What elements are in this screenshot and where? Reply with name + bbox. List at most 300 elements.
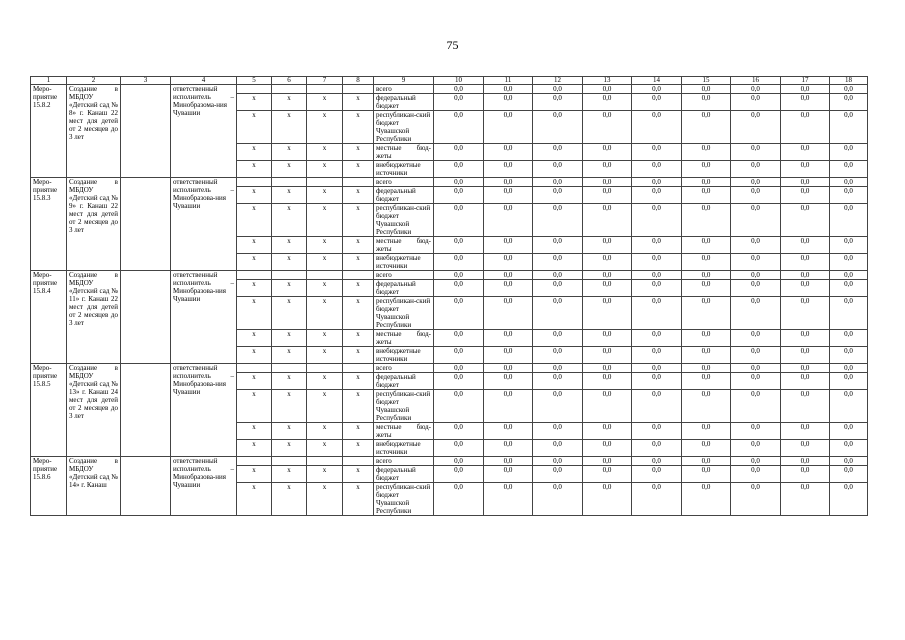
- amount-cell: 0,0: [533, 94, 583, 111]
- amount-cell: 0,0: [583, 161, 632, 178]
- amount-cell: 0,0: [484, 347, 533, 364]
- amount-cell: 0,0: [533, 466, 583, 483]
- amount-cell: 0,0: [731, 423, 781, 440]
- amount-cell: 0,0: [434, 457, 484, 466]
- amount-cell: 0,0: [583, 364, 632, 373]
- amount-cell: 0,0: [830, 187, 868, 204]
- amount-cell: 0,0: [533, 204, 583, 237]
- amount-cell: 0,0: [632, 94, 682, 111]
- code-cell: x: [343, 187, 374, 204]
- amount-cell: 0,0: [533, 144, 583, 161]
- amount-cell: 0,0: [583, 237, 632, 254]
- amount-cell: 0,0: [830, 390, 868, 423]
- amount-cell: 0,0: [682, 94, 731, 111]
- amount-cell: 0,0: [434, 178, 484, 187]
- amount-cell: 0,0: [731, 237, 781, 254]
- amount-cell: 0,0: [583, 144, 632, 161]
- code-cell: [272, 85, 307, 94]
- amount-cell: 0,0: [731, 440, 781, 457]
- code-cell: x: [343, 483, 374, 516]
- column-header: 18: [830, 77, 868, 85]
- code-cell: x: [307, 390, 343, 423]
- amount-cell: 0,0: [830, 85, 868, 94]
- code-cell: x: [343, 440, 374, 457]
- code-cell: x: [307, 254, 343, 271]
- column-header: 11: [484, 77, 533, 85]
- measure-name: Создание в МБДОУ «Детский сад № 9» г. Канаш 22 мест для детей от 2 месяцев до 3 лет: [67, 178, 121, 271]
- amount-cell: 0,0: [484, 483, 533, 516]
- amount-cell: 0,0: [731, 204, 781, 237]
- amount-cell: 0,0: [781, 144, 830, 161]
- measure-id: Меро-приятие 15.8.3: [31, 178, 67, 271]
- amount-cell: 0,0: [434, 280, 484, 297]
- code-cell: x: [307, 204, 343, 237]
- code-cell: x: [237, 237, 272, 254]
- amount-cell: 0,0: [781, 297, 830, 330]
- amount-cell: 0,0: [484, 94, 533, 111]
- amount-cell: 0,0: [583, 330, 632, 347]
- amount-cell: 0,0: [434, 364, 484, 373]
- amount-cell: 0,0: [632, 254, 682, 271]
- amount-cell: 0,0: [434, 271, 484, 280]
- column-header: 14: [632, 77, 682, 85]
- column-header: 12: [533, 77, 583, 85]
- amount-cell: 0,0: [731, 280, 781, 297]
- responsible-executor: ответственный исполнитель – Минобразова-ния Чувашии: [171, 364, 237, 457]
- code-cell: x: [237, 330, 272, 347]
- amount-cell: 0,0: [632, 178, 682, 187]
- amount-cell: 0,0: [682, 440, 731, 457]
- amount-cell: 0,0: [830, 94, 868, 111]
- amount-cell: 0,0: [781, 440, 830, 457]
- code-cell: [343, 364, 374, 373]
- amount-cell: 0,0: [434, 373, 484, 390]
- code-cell: x: [237, 483, 272, 516]
- amount-cell: 0,0: [533, 440, 583, 457]
- column-3-empty: [121, 271, 171, 364]
- amount-cell: 0,0: [533, 330, 583, 347]
- column-3-empty: [121, 85, 171, 178]
- amount-cell: 0,0: [731, 85, 781, 94]
- amount-cell: 0,0: [830, 347, 868, 364]
- code-cell: x: [237, 280, 272, 297]
- measure-id: Меро-приятие 15.8.6: [31, 457, 67, 516]
- amount-cell: 0,0: [781, 280, 830, 297]
- amount-cell: 0,0: [682, 423, 731, 440]
- amount-cell: 0,0: [583, 390, 632, 423]
- amount-cell: 0,0: [632, 347, 682, 364]
- code-cell: [307, 271, 343, 280]
- funding-source: всего: [374, 85, 434, 94]
- amount-cell: 0,0: [533, 347, 583, 364]
- amount-cell: 0,0: [533, 297, 583, 330]
- code-cell: x: [272, 297, 307, 330]
- code-cell: x: [237, 187, 272, 204]
- column-header: 15: [682, 77, 731, 85]
- amount-cell: 0,0: [830, 271, 868, 280]
- column-3-empty: [121, 178, 171, 271]
- amount-cell: 0,0: [434, 85, 484, 94]
- code-cell: x: [272, 254, 307, 271]
- measure-id: Меро-приятие 15.8.4: [31, 271, 67, 364]
- amount-cell: 0,0: [682, 297, 731, 330]
- code-cell: x: [307, 111, 343, 144]
- code-cell: x: [237, 297, 272, 330]
- amount-cell: 0,0: [533, 85, 583, 94]
- code-cell: x: [272, 483, 307, 516]
- funding-source: федеральный бюджет: [374, 373, 434, 390]
- code-cell: x: [237, 440, 272, 457]
- amount-cell: 0,0: [682, 483, 731, 516]
- code-cell: x: [237, 254, 272, 271]
- code-cell: x: [343, 330, 374, 347]
- code-cell: x: [307, 330, 343, 347]
- code-cell: x: [272, 440, 307, 457]
- code-cell: x: [272, 373, 307, 390]
- amount-cell: 0,0: [632, 390, 682, 423]
- amount-cell: 0,0: [434, 347, 484, 364]
- funding-source: федеральный бюджет: [374, 280, 434, 297]
- amount-cell: 0,0: [434, 330, 484, 347]
- amount-cell: 0,0: [632, 483, 682, 516]
- amount-cell: 0,0: [533, 271, 583, 280]
- funding-source: местные бюд-жеты: [374, 144, 434, 161]
- amount-cell: 0,0: [434, 161, 484, 178]
- amount-cell: 0,0: [731, 347, 781, 364]
- funding-source: всего: [374, 178, 434, 187]
- code-cell: [272, 178, 307, 187]
- amount-cell: 0,0: [682, 330, 731, 347]
- code-cell: [343, 457, 374, 466]
- code-cell: x: [272, 94, 307, 111]
- amount-cell: 0,0: [484, 297, 533, 330]
- amount-cell: 0,0: [830, 237, 868, 254]
- code-cell: x: [272, 144, 307, 161]
- code-cell: x: [307, 373, 343, 390]
- amount-cell: 0,0: [533, 187, 583, 204]
- amount-cell: 0,0: [434, 187, 484, 204]
- code-cell: x: [343, 161, 374, 178]
- code-cell: x: [307, 483, 343, 516]
- amount-cell: 0,0: [830, 373, 868, 390]
- code-cell: x: [307, 280, 343, 297]
- amount-cell: 0,0: [632, 364, 682, 373]
- funding-source: всего: [374, 364, 434, 373]
- amount-cell: 0,0: [632, 187, 682, 204]
- amount-cell: 0,0: [682, 178, 731, 187]
- amount-cell: 0,0: [583, 466, 632, 483]
- amount-cell: 0,0: [682, 280, 731, 297]
- amount-cell: 0,0: [533, 457, 583, 466]
- funding-source: республикан-ский бюджет Чувашской Республики: [374, 204, 434, 237]
- amount-cell: 0,0: [533, 364, 583, 373]
- code-cell: x: [237, 94, 272, 111]
- amount-cell: 0,0: [781, 204, 830, 237]
- amount-cell: 0,0: [682, 364, 731, 373]
- amount-cell: 0,0: [731, 111, 781, 144]
- amount-cell: 0,0: [632, 440, 682, 457]
- code-cell: [343, 85, 374, 94]
- code-cell: x: [237, 466, 272, 483]
- amount-cell: 0,0: [781, 390, 830, 423]
- column-header: 17: [781, 77, 830, 85]
- amount-cell: 0,0: [781, 347, 830, 364]
- measure-id: Меро-приятие 15.8.5: [31, 364, 67, 457]
- column-header: 3: [121, 77, 171, 85]
- amount-cell: 0,0: [781, 254, 830, 271]
- amount-cell: 0,0: [484, 187, 533, 204]
- column-header: 2: [67, 77, 121, 85]
- code-cell: [237, 271, 272, 280]
- table-row: [31, 85, 868, 94]
- table-row: [31, 178, 868, 187]
- amount-cell: 0,0: [731, 330, 781, 347]
- amount-cell: 0,0: [484, 373, 533, 390]
- amount-cell: 0,0: [682, 390, 731, 423]
- amount-cell: 0,0: [731, 483, 781, 516]
- funding-source: республикан-ский бюджет Чувашской Республики: [374, 483, 434, 516]
- amount-cell: 0,0: [682, 373, 731, 390]
- amount-cell: 0,0: [731, 373, 781, 390]
- code-cell: [272, 364, 307, 373]
- amount-cell: 0,0: [484, 204, 533, 237]
- amount-cell: 0,0: [484, 440, 533, 457]
- amount-cell: 0,0: [632, 466, 682, 483]
- amount-cell: 0,0: [731, 94, 781, 111]
- amount-cell: 0,0: [830, 178, 868, 187]
- amount-cell: 0,0: [484, 280, 533, 297]
- code-cell: [307, 364, 343, 373]
- amount-cell: 0,0: [484, 457, 533, 466]
- funding-source: федеральный бюджет: [374, 187, 434, 204]
- amount-cell: 0,0: [682, 85, 731, 94]
- amount-cell: 0,0: [682, 144, 731, 161]
- code-cell: x: [272, 347, 307, 364]
- amount-cell: 0,0: [484, 423, 533, 440]
- amount-cell: 0,0: [533, 423, 583, 440]
- code-cell: x: [272, 280, 307, 297]
- column-header: 9: [374, 77, 434, 85]
- amount-cell: 0,0: [632, 297, 682, 330]
- page-number: 75: [446, 38, 459, 52]
- measure-name: Создание в МБДОУ «Детский сад № 11» г. Канаш 22 мест для детей от 2 месяцев до 3 лет: [67, 271, 121, 364]
- amount-cell: 0,0: [434, 204, 484, 237]
- amount-cell: 0,0: [533, 373, 583, 390]
- amount-cell: 0,0: [484, 364, 533, 373]
- column-header: 6: [272, 77, 307, 85]
- code-cell: [307, 85, 343, 94]
- code-cell: x: [237, 204, 272, 237]
- amount-cell: 0,0: [781, 457, 830, 466]
- amount-cell: 0,0: [583, 457, 632, 466]
- amount-cell: 0,0: [781, 271, 830, 280]
- amount-cell: 0,0: [632, 330, 682, 347]
- amount-cell: 0,0: [434, 483, 484, 516]
- amount-cell: 0,0: [484, 271, 533, 280]
- amount-cell: 0,0: [830, 161, 868, 178]
- code-cell: x: [272, 423, 307, 440]
- responsible-executor: ответственный исполнитель – Минобразова-ния Чувашии: [171, 271, 237, 364]
- amount-cell: 0,0: [632, 85, 682, 94]
- code-cell: x: [237, 161, 272, 178]
- amount-cell: 0,0: [781, 111, 830, 144]
- amount-cell: 0,0: [533, 254, 583, 271]
- amount-cell: 0,0: [484, 254, 533, 271]
- funding-source: местные бюд-жеты: [374, 423, 434, 440]
- amount-cell: 0,0: [434, 111, 484, 144]
- amount-cell: 0,0: [830, 297, 868, 330]
- amount-cell: 0,0: [731, 390, 781, 423]
- amount-cell: 0,0: [484, 144, 533, 161]
- column-header: 4: [171, 77, 237, 85]
- column-3-empty: [121, 364, 171, 457]
- column-header: 13: [583, 77, 632, 85]
- amount-cell: 0,0: [682, 457, 731, 466]
- code-cell: [237, 457, 272, 466]
- amount-cell: 0,0: [583, 178, 632, 187]
- table-row: [31, 271, 868, 280]
- code-cell: x: [237, 373, 272, 390]
- code-cell: x: [237, 144, 272, 161]
- code-cell: x: [272, 330, 307, 347]
- amount-cell: 0,0: [583, 204, 632, 237]
- amount-cell: 0,0: [533, 161, 583, 178]
- amount-cell: 0,0: [533, 111, 583, 144]
- code-cell: x: [307, 440, 343, 457]
- responsible-executor: ответственный исполнитель – Минобразова-ния Чувашии: [171, 178, 237, 271]
- amount-cell: 0,0: [484, 390, 533, 423]
- amount-cell: 0,0: [830, 423, 868, 440]
- amount-cell: 0,0: [632, 423, 682, 440]
- amount-cell: 0,0: [682, 161, 731, 178]
- measure-name: Создание в МБДОУ «Детский сад № 14» г. Канаш: [67, 457, 121, 516]
- code-cell: x: [272, 111, 307, 144]
- amount-cell: 0,0: [632, 457, 682, 466]
- amount-cell: 0,0: [731, 254, 781, 271]
- funding-source: местные бюд-жеты: [374, 330, 434, 347]
- column-header: 8: [343, 77, 374, 85]
- amount-cell: 0,0: [583, 85, 632, 94]
- funding-source: внебюджетные источники: [374, 347, 434, 364]
- amount-cell: 0,0: [781, 483, 830, 516]
- amount-cell: 0,0: [731, 178, 781, 187]
- amount-cell: 0,0: [830, 204, 868, 237]
- code-cell: x: [307, 144, 343, 161]
- code-cell: x: [343, 297, 374, 330]
- code-cell: x: [343, 237, 374, 254]
- code-cell: x: [272, 466, 307, 483]
- amount-cell: 0,0: [731, 364, 781, 373]
- code-cell: x: [272, 161, 307, 178]
- amount-cell: 0,0: [830, 440, 868, 457]
- amount-cell: 0,0: [632, 271, 682, 280]
- amount-cell: 0,0: [731, 161, 781, 178]
- amount-cell: 0,0: [434, 297, 484, 330]
- amount-cell: 0,0: [781, 373, 830, 390]
- amount-cell: 0,0: [583, 373, 632, 390]
- amount-cell: 0,0: [484, 161, 533, 178]
- amount-cell: 0,0: [632, 111, 682, 144]
- amount-cell: 0,0: [781, 237, 830, 254]
- amount-cell: 0,0: [781, 161, 830, 178]
- measure-name: Создание в МБДОУ «Детский сад № 13» г. Канаш 24 мест для детей от 2 месяцев до 3 лет: [67, 364, 121, 457]
- amount-cell: 0,0: [731, 297, 781, 330]
- funding-source: республикан-ский бюджет Чувашской Республики: [374, 390, 434, 423]
- funding-source: республикан-ский бюджет Чувашской Республики: [374, 111, 434, 144]
- funding-source: внебюджетные источники: [374, 161, 434, 178]
- amount-cell: 0,0: [632, 161, 682, 178]
- measure-id: Меро-приятие 15.8.2: [31, 85, 67, 178]
- amount-cell: 0,0: [731, 466, 781, 483]
- code-cell: x: [272, 204, 307, 237]
- amount-cell: 0,0: [682, 187, 731, 204]
- code-cell: x: [307, 297, 343, 330]
- amount-cell: 0,0: [781, 85, 830, 94]
- amount-cell: 0,0: [583, 280, 632, 297]
- amount-cell: 0,0: [583, 271, 632, 280]
- amount-cell: 0,0: [434, 94, 484, 111]
- amount-cell: 0,0: [781, 187, 830, 204]
- code-cell: x: [307, 466, 343, 483]
- column-header: 7: [307, 77, 343, 85]
- amount-cell: 0,0: [533, 390, 583, 423]
- amount-cell: 0,0: [583, 94, 632, 111]
- amount-cell: 0,0: [781, 466, 830, 483]
- code-cell: [272, 457, 307, 466]
- amount-cell: 0,0: [830, 330, 868, 347]
- amount-cell: 0,0: [583, 423, 632, 440]
- code-cell: x: [343, 390, 374, 423]
- amount-cell: 0,0: [583, 254, 632, 271]
- amount-cell: 0,0: [682, 111, 731, 144]
- amount-cell: 0,0: [682, 347, 731, 364]
- measure-name: Создание в МБДОУ «Детский сад № 8» г. Канаш 22 мест для детей от 2 месяцев до 3 лет: [67, 85, 121, 178]
- amount-cell: 0,0: [583, 111, 632, 144]
- amount-cell: 0,0: [632, 280, 682, 297]
- amount-cell: 0,0: [682, 237, 731, 254]
- amount-cell: 0,0: [830, 466, 868, 483]
- amount-cell: 0,0: [583, 347, 632, 364]
- code-cell: [237, 178, 272, 187]
- code-cell: x: [272, 390, 307, 423]
- funding-source: федеральный бюджет: [374, 94, 434, 111]
- amount-cell: 0,0: [583, 297, 632, 330]
- amount-cell: 0,0: [583, 440, 632, 457]
- code-cell: [307, 178, 343, 187]
- amount-cell: 0,0: [484, 237, 533, 254]
- code-cell: x: [343, 347, 374, 364]
- column-3-empty: [121, 457, 171, 516]
- code-cell: x: [343, 280, 374, 297]
- funding-source: внебюджетные источники: [374, 254, 434, 271]
- amount-cell: 0,0: [533, 178, 583, 187]
- amount-cell: 0,0: [830, 280, 868, 297]
- amount-cell: 0,0: [781, 330, 830, 347]
- code-cell: x: [307, 237, 343, 254]
- amount-cell: 0,0: [434, 390, 484, 423]
- code-cell: x: [343, 111, 374, 144]
- column-header: 16: [731, 77, 781, 85]
- amount-cell: 0,0: [731, 271, 781, 280]
- code-cell: x: [343, 254, 374, 271]
- code-cell: x: [343, 204, 374, 237]
- funding-source: всего: [374, 457, 434, 466]
- amount-cell: 0,0: [830, 254, 868, 271]
- column-header-row: [31, 77, 868, 85]
- table-row: [31, 364, 868, 373]
- amount-cell: 0,0: [583, 483, 632, 516]
- code-cell: x: [343, 94, 374, 111]
